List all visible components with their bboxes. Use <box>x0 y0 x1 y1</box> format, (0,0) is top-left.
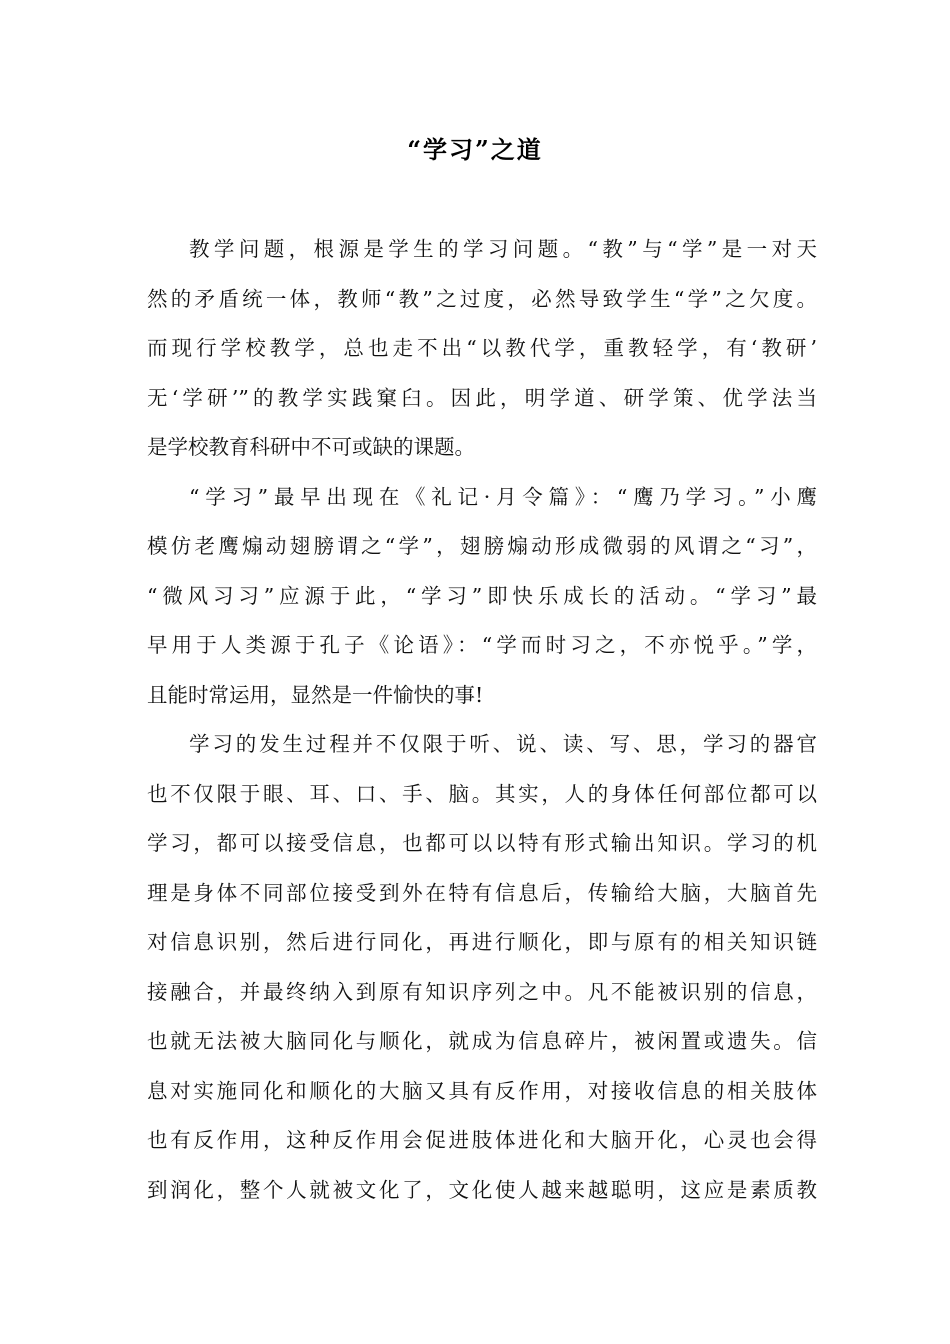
paragraph-line: 也不仅限于眼、耳、口、手、脑。其实，人的身体任何部位都可以 <box>147 781 817 806</box>
paragraph-line: 无‘学研’”的教学实践窠臼。因此，明学道、研学策、优学法当 <box>147 385 817 410</box>
paragraph-1 <box>147 225 817 473</box>
document-title: “学习”之道 <box>407 135 543 164</box>
paragraph-3 <box>147 720 817 1215</box>
paragraph-line: “学习”最早出现在《礼记·月令篇》：“鹰乃学习。”小鹰 <box>189 484 817 509</box>
paragraph-line: 接融合，并最终纳入到原有知识序列之中。凡不能被识别的信息， <box>147 979 817 1004</box>
paragraph-line: 早用于人类源于孔子《论语》：“学而时习之，不亦悦乎。”学， <box>147 633 817 657</box>
paragraph-line: 到润化，整个人就被文化了，文化使人越来越聪明，这应是素质教 <box>147 1177 817 1202</box>
paragraph-2 <box>147 473 817 721</box>
paragraph-line: 也有反作用，这种反作用会促进肢体进化和大脑开化，心灵也会得 <box>147 1128 817 1152</box>
paragraph-line: 而现行学校教学，总也走不出“以教代学，重教轻学，有‘教研’ <box>147 336 817 360</box>
paragraph-line: 理是身体不同部位接受到外在特有信息后，传输给大脑，大脑首先 <box>147 880 817 905</box>
paragraph-line: 然的矛盾统一体，教师“教”之过度，必然导致学生“学”之欠度。 <box>147 286 817 311</box>
paragraph-line: 教学问题，根源是学生的学习问题。“教”与“学”是一对天 <box>189 237 817 261</box>
paragraph-line: 也就无法被大脑同化与顺化，就成为信息碎片，被闲置或遗失。信 <box>147 1029 817 1053</box>
paragraph-line: 学习，都可以接受信息，也都可以以特有形式输出知识。学习的机 <box>147 831 817 855</box>
paragraph-line: 息对实施同化和顺化的大脑又具有反作用，对接收信息的相关肢体 <box>147 1078 817 1103</box>
paragraph-line: 学习的发生过程并不仅限于听、说、读、写、思，学习的器官 <box>189 732 817 756</box>
paragraph-line: 对信息识别，然后进行同化，再进行顺化，即与原有的相关知识链 <box>147 930 817 954</box>
document-body <box>147 225 817 1215</box>
paragraph-line: “微风习习”应源于此，“学习”即快乐成长的活动。“学习”最 <box>147 583 817 608</box>
paragraph-line: 且能时常运用，显然是一件愉快的事! <box>147 682 484 707</box>
paragraph-line: 模仿老鹰煽动翅膀谓之“学”，翅膀煽动形成微弱的风谓之“习”， <box>147 534 817 558</box>
paragraph-line: 是学校教育科研中不可或缺的课题。 <box>147 435 475 459</box>
